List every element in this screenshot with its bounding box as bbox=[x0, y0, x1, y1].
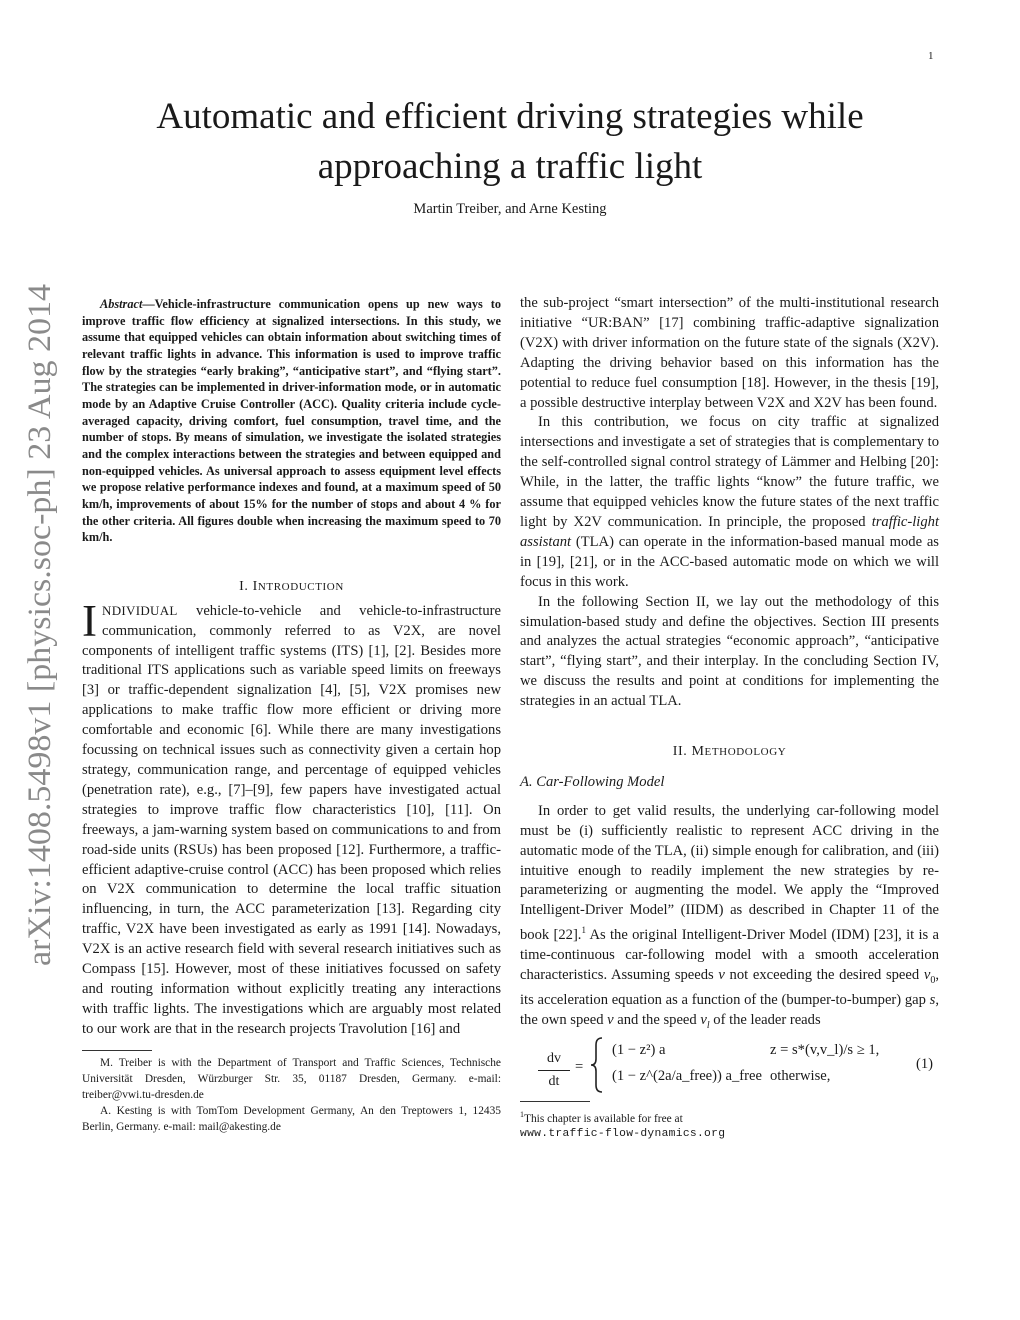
section-heading-methodology bbox=[520, 742, 939, 763]
intro-paragraph-1 bbox=[82, 595, 501, 1040]
chapter-footnote bbox=[520, 1107, 939, 1127]
symbol-subscript: 0 bbox=[930, 974, 936, 986]
footnote-url: www.traffic-flow-dynamics.org bbox=[520, 1128, 726, 1141]
section-number: I. bbox=[239, 578, 249, 594]
section-heading-introduction bbox=[82, 577, 501, 598]
symbol-v0: v bbox=[923, 966, 931, 983]
symbol-v: v bbox=[718, 966, 725, 983]
method-text: As the original Intelligent-Driver Model (IDM) [23], it is a time-continuous car-following model with a smooth acceleration characteristics. Assuming speeds bbox=[520, 927, 939, 983]
abstract bbox=[82, 296, 501, 546]
author-list: Martin Treiber, and Arne Kesting bbox=[413, 201, 607, 217]
arxiv-stamp-svg bbox=[8, 280, 68, 980]
brace-icon bbox=[590, 1037, 604, 1093]
abstract-label: Abstract bbox=[100, 297, 143, 311]
symbol-v: v bbox=[607, 1011, 614, 1028]
arxiv-side-stamp bbox=[8, 280, 68, 980]
method-text: , its acceleration equation as a function of the (bumper-to-bumper) gap bbox=[520, 966, 939, 1008]
intro-continued: the sub-project “smart intersection” of the multi-institutional research initiative “UR:BAN” [17] combining traffic-adaptive signalization (V2X) with driver information on the future state of the signals (X2V). Adapting the driving behavior based on this information has the potential to reduce fuel consumption [18]. However, in the thesis [19], a possible destructive interplay between V2X and X2V has been found. bbox=[520, 295, 939, 411]
page-number: 1 bbox=[928, 50, 934, 62]
equation-lhs bbox=[538, 1049, 570, 1092]
symbol-vl: v bbox=[700, 1011, 707, 1028]
intro-para2-b: (TLA) can operate in the information-based manual mode as in [19], [21], or in the ACC-based automatic mode on which we will focus in this work. bbox=[520, 533, 939, 590]
arxiv-stamp-text: arXiv:1408.5498v1 [physics.soc-ph] 23 Aug 2014 bbox=[22, 304, 58, 966]
intro-paragraph-2 bbox=[520, 413, 939, 592]
equation-case-2-expr: (1 − z^(2a/a_free)) a_free bbox=[612, 1068, 762, 1085]
equation-case-1-condition: z = s*(v,v_l)/s ≥ 1, bbox=[770, 1042, 880, 1059]
equation-number: (1) bbox=[916, 1056, 934, 1073]
affiliation-footnote-kesting: A. Kesting is with TomTom Development Germany, An den Treptowers 1, 12435 Berlin, Germany. e-mail: mail@akesting.de bbox=[82, 1104, 501, 1133]
drop-cap: I bbox=[82, 595, 97, 646]
title-line-2: approaching a traffic light bbox=[317, 146, 703, 187]
symbol-s: s bbox=[929, 991, 936, 1008]
intro-para2-emphasis: traffic-light assistant bbox=[520, 513, 939, 550]
intro-first-word: NDIVIDUAL bbox=[102, 602, 178, 618]
footnote-text: This chapter is available for free at bbox=[524, 1113, 683, 1126]
section-initial: I bbox=[252, 578, 258, 594]
intro-para1-text: vehicle-to-vehicle and vehicle-to-infrastructure communication, commonly referred to as V2X, are novel components of intelligent traffic systems (ITS) [1], [2]. Besides more traditional ITS applications such as variable speed limits on freeways [3] or traffic-dependent signalization [4], [5], V2X promises new applications to make traffic flow more efficient or driving more comfortable and economic [6]. While there are many investigations focussing on technical issues such as connectivity given a certain hop strategy, communication range, and percentage of equipped vehicles (penetration rate), e.g., [7]–[9], few papers have investigated actual strategies to improve traffic flow characteristics [10], [11]. On freeways, a jam-warning system based on communications to and from road-side units (RSUs) has been proposed [12]. Furthermore, a traffic-efficient adaptive-cruise control (ACC) has been proposed which relies on V2X communication to determine the local traffic situation influencing, in turn, the ACC parameterization [13]. Regarding city traffic, V2X have been investigated as early as 1991 [14]. Nowadays, V2X is an active research field with several research initiatives such as Compass [15]. However, most of these initiatives focussed on safety and routing information without explicitly treating any interactions with traffic lights. The investigations which are arguably most related to our work are that in the research projects Travolution [16] and bbox=[82, 602, 501, 1037]
intro-para2-a: In this contribution, we focus on city traffic at signalized intersections and investigate a set of strategies that is complementary to the self-controlled signal control strategy of Lämmer and Helbing [20]: While, in the latter, the traffic lights “know” the future traffic, we assume that equipped vehicles know the future states of the next traffic light by X2V communication. In principle, the proposed bbox=[520, 414, 939, 530]
method-text: In order to get valid results, the underlying car-following model must be (i) sufficiently realistic to represent ACC driving in the automatic mode of the TLA, (ii) simple enough for calibration, and (iii) intuitive enough to readily implement the new strategies by re-parameterizing or augmenting the model. We apply the “Improved Intelligent-Driver Model” (IIDM) as described in Chapter 11 of the book [22]. bbox=[520, 802, 939, 944]
equation-lhs-denominator: dt bbox=[548, 1074, 560, 1090]
method-text: not exceeding the desired speed bbox=[724, 966, 924, 983]
method-paragraph-1 bbox=[520, 802, 939, 1036]
footnote-marker: 1 bbox=[581, 925, 586, 936]
intro-paragraph-3: In the following Section II, we lay out the methodology of this simulation-based study and define the objectives. Section III presents and analyzes the actual strategies “economic approach”, “anticipative start”, “flying start”, and their interplay. In the concluding Section IV, we discuss the results and point at conditions for implementing the strategies in an actual TLA. bbox=[520, 593, 939, 710]
method-text: of the leader reads bbox=[709, 1011, 821, 1028]
equals-sign: = bbox=[575, 1059, 584, 1076]
abstract-text: —Vehicle-infrastructure communication opens up new ways to improve traffic flow efficiency at signalized intersections. In this study, we assume that equipped vehicles can obtain information about switching times of relevant traffic lights in advance. This information is used to improve traffic flow by the strategies “early braking”, “anticipative start”, and “flying start”. The strategies can be implemented in driver-information mode, or in automatic mode by an Adaptive Cruise Controller (ACC). Quality criteria include cycle-averaged capacity, driving comfort, fuel consumption, travel time, and the number of stops. By means of simulation, we investigate the isolated strategies and the complex interactions between the strategies and between equipped and non-equipped vehicles. As universal approach to assess equipment level effects we propose relative performance indexes and found, at a maximum speed of 50 km/h, improvements of about 15% for the number of stops and about 4 % for the other criteria. All figures double when increasing the maximum speed to 70 km/h. bbox=[82, 297, 501, 545]
section-title-rest: NTRODUCTION bbox=[257, 580, 344, 593]
left-column bbox=[82, 296, 501, 1135]
equation-lhs-numerator: dv bbox=[547, 1051, 561, 1067]
symbol-subscript: l bbox=[706, 1019, 710, 1031]
paper-title bbox=[0, 92, 1020, 192]
section-initial: M bbox=[691, 744, 705, 760]
method-text: and the speed bbox=[613, 1011, 701, 1028]
right-column bbox=[520, 294, 939, 1142]
equation-case-2-condition: otherwise, bbox=[770, 1068, 831, 1085]
title-line-1: Automatic and efficient driving strategies while bbox=[156, 96, 864, 137]
equation-case-1-expr: (1 − z²) a bbox=[612, 1042, 666, 1059]
footnote-mark: 1 bbox=[520, 1110, 524, 1120]
equation-1 bbox=[520, 1035, 939, 1099]
subsection-heading: A. Car-Following Model bbox=[520, 773, 665, 790]
section-title-rest: ETHODOLOGY bbox=[704, 746, 787, 759]
fraction-bar bbox=[538, 1070, 570, 1071]
method-text: , the own speed bbox=[520, 991, 939, 1028]
affiliation-footnote-treiber: M. Treiber is with the Department of Transport and Traffic Sciences, Technische Universität Dresden, Würzburger Str. 35, 01187 Dresden, Germany. e-mail: treiber@vwi.tu-dresden.de bbox=[82, 1056, 501, 1101]
section-number: II. bbox=[672, 744, 688, 760]
